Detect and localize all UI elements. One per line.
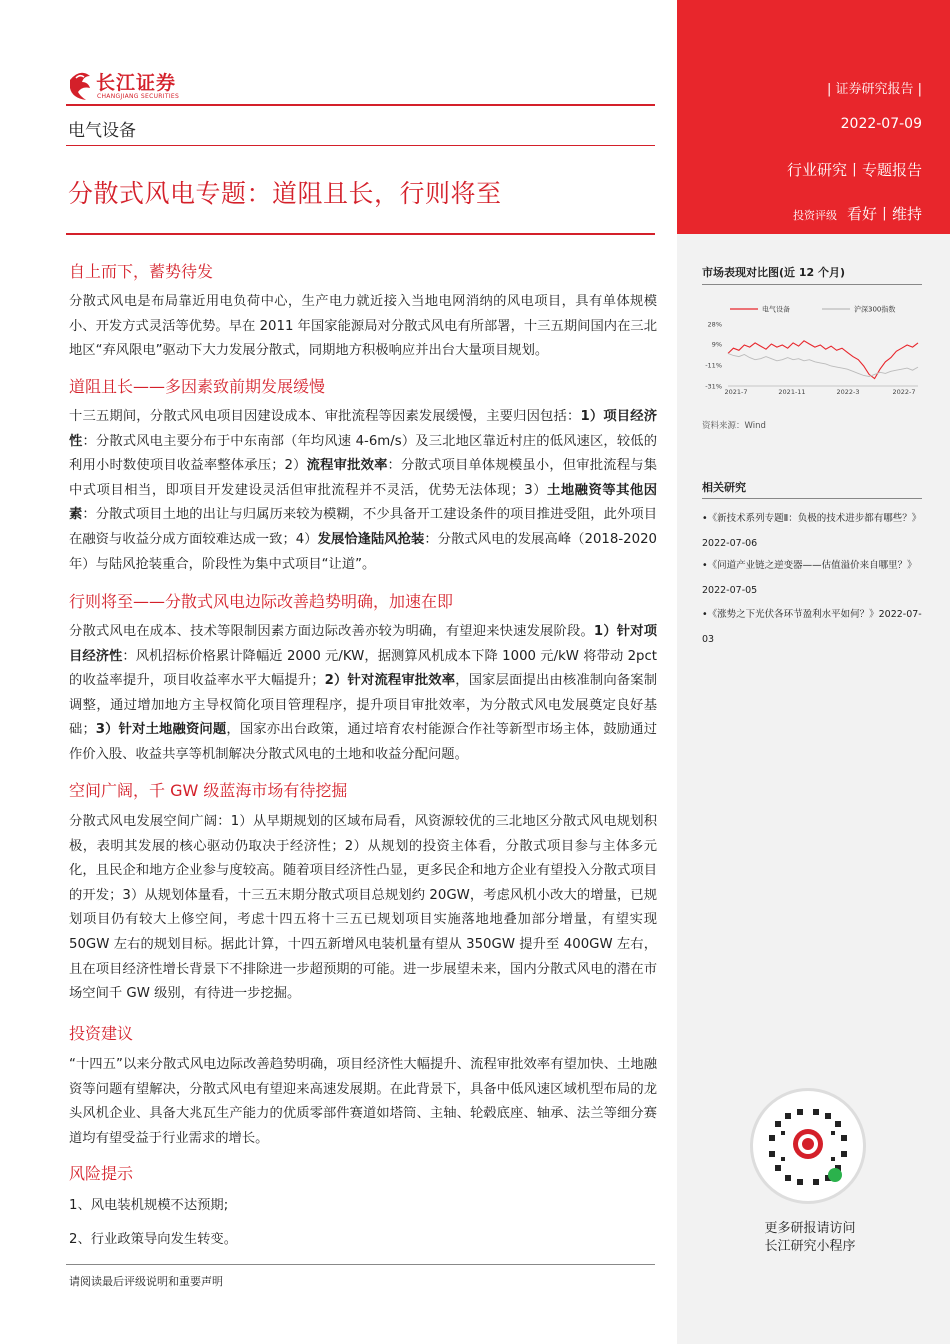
divider xyxy=(702,284,922,285)
related-link[interactable]: •《新技术系列专题Ⅱ：负极的技术进步都有哪些？》2022-07-06 xyxy=(702,513,922,549)
section-heading: 自上而下，蓄势待发 xyxy=(69,262,214,281)
report-type: | 证券研究报告 | xyxy=(826,82,922,97)
logo xyxy=(66,66,206,106)
logo-icon xyxy=(66,66,94,102)
logo-subtext: CHANGJIANG SECURITIES xyxy=(97,93,180,100)
legend-label: 沪深300指数 xyxy=(854,305,896,314)
paragraph: 分散式风电发展空间广阔：1）从早期规划的区域布局看，风资源较优的三北地区分散式风电规划积极，表明其发展的核心驱动仍取决于经济性；2）从规划的投资主体看，分散式项目参与主体多元化，且民企和地方企业参与度较高。随着项目经济性凸显，更多民企和地方企业有望投入分散式项目的开发；3）从规划体量看，十三五末期分散式项目总规划约 20GW，考虑风机小改大的增量，已规划项目仍有较大上修空间，考虑十四五将十三五已规划项目实施落地地叠加部分增量，有望实现 50GW 左右的规划目标。据此计算，十四五新增风电装机量有望从 350GW 提升至 400GW 左右，且在项目经济性增长背景下不排除进一步超预期的可能。进一步展望未来，国内分散式风电的潜在市场空间千 GW 级别，有待进一步挖掘。 xyxy=(69,814,657,1002)
paragraph: “十四五”以来分散式风电边际改善趋势明确，项目经济性大幅提升、流程审批效率有望加快、土地融资等问题有望解决，分散式风电有望迎来高速发展期。在此背景下，具备中低风速区域机型布局的龙头风机企业、具备大兆瓦生产能力的优质零部件赛道如塔筒、主轴、轮毂底座、轴承、法兰等细分赛道均有望受益于行业需求的增长。 xyxy=(69,1057,657,1146)
chart-heading: 市场表现对比图(近 12 个月) xyxy=(702,266,846,279)
legend-label: 电气设备 xyxy=(762,305,790,314)
footer-note: 请阅读最后评级说明和重要声明 xyxy=(69,1275,223,1288)
related-link[interactable]: •《问道产业链之逆变器——估值溢价来自哪里？》2022-07-05 xyxy=(702,560,917,596)
rating-label: 投资评级 xyxy=(792,209,837,222)
report-date: 2022-07-09 xyxy=(840,116,922,132)
logo-text: 长江证券 xyxy=(96,72,177,94)
investment-rating xyxy=(793,203,922,224)
paragraph: 分散式风电是布局靠近用电负荷中心，生产电力就近接入当地电网消纳的风电项目，具有单体规模小、开发方式灵活等优势。早在 2011 年国家能源局对分散式风电有所部署，十三五期间国内在三北地区“弃风限电”驱动下大力发展分散式，同期地方积极响应并出台大量项目规划。 xyxy=(69,294,657,359)
y-tick-label: -31% xyxy=(705,382,722,391)
divider xyxy=(702,498,922,499)
risk-item: 2、行业政策导向发生转变。 xyxy=(69,1232,238,1247)
section-heading: 行则将至——分散式风电边际改善趋势明确，加速在即 xyxy=(69,592,454,611)
rating-value: 看好丨维持 xyxy=(846,205,922,223)
qr-caption-line: 长江研究小程序 xyxy=(764,1239,856,1254)
section-heading: 投资建议 xyxy=(69,1024,134,1043)
paragraph: 十三五期间，分散式风电项目因建设成本、审批流程等因素发展缓慢，主要归因包括：1）项目经济性：分散式风电主要分布于中东南部（年均风速 4-6m/s）及三北地区靠近村庄的低风速区，较低的利用小时数使项目收益率整体承压；2）流程审批效率：分散式项目单体规模虽小，但审批流程与集中式项目相当，即项目开发建设灵活但审批流程并不灵活，优势无法体现；3）土地融资等其他因素：分散式项目土地的出让与归属历来较为模糊，不少具备开工建设条件的项目推进受阻，此外项目在融资与收益分成方面较难达成一致；4）发展恰逢陆风抢装：分散式风电的发展高峰（2018-2020 年）与陆风抢装重合，阶段性为集中式项目“让道”。 xyxy=(69,409,658,572)
paragraph: 分散式风电在成本、技术等限制因素方面边际改善亦较为明确，有望迎来快速发展阶段。1）针对项目经济性：风机招标价格累计降幅近 2000 元/KW，据测算风机成本下降 1000 元/kW 将带动 2pct 的收益率提升，项目收益率水平大幅提升；2）针对流程审批效率，国家层面提出由核准制向备案制调整，通过增加地方主导权简化项目管理程序，提升项目审批效率，为分散式风电发展奠定良好基础；3）针对土地融资问题，国家亦出台政策，通过培育农村能源合作社等新型市场主体，鼓励通过作价入股、收益共享等机制解决分散式风电的土地和收益分配问题。 xyxy=(69,624,658,762)
risk-item: 1、风电装机规模不达预期; xyxy=(69,1198,229,1213)
x-tick-label: 2022-3 xyxy=(836,388,860,396)
section-heading: 道阻且长——多因素致前期发展缓慢 xyxy=(69,377,326,396)
y-tick-label: 28% xyxy=(707,320,722,329)
section-heading: 空间广阔，千 GW 级蓝海市场有待挖掘 xyxy=(69,781,348,800)
sidebar-header xyxy=(677,0,950,234)
report-category: 行业研究丨专题报告 xyxy=(786,161,922,179)
x-tick-label: 2022-7 xyxy=(892,388,916,396)
qr-caption-line: 更多研报请访问 xyxy=(764,1221,856,1236)
section-heading: 风险提示 xyxy=(69,1164,134,1183)
report-title: 分散式风电专题：道阻且长，行则将至 xyxy=(68,179,502,208)
x-tick-label: 2021-7 xyxy=(724,388,748,396)
chart-source: 资料来源：Wind xyxy=(702,421,766,431)
qr-code-icon xyxy=(753,1091,863,1201)
header-rule xyxy=(66,104,655,106)
y-tick-label: 9% xyxy=(711,340,722,349)
market-performance-chart xyxy=(700,290,922,402)
header-rule xyxy=(66,145,655,146)
industry-label: 电气设备 xyxy=(68,121,136,141)
qr-caption xyxy=(720,1220,900,1256)
qr-code[interactable] xyxy=(750,1088,866,1204)
title-rule xyxy=(66,233,655,235)
footer-rule xyxy=(66,1264,655,1265)
related-link[interactable]: •《涨势之下光伏各环节盈利水平如何？》2022-07-03 xyxy=(702,609,922,645)
series-line xyxy=(728,353,918,376)
x-tick-label: 2021-11 xyxy=(778,388,806,396)
y-tick-label: -11% xyxy=(705,361,722,370)
related-heading: 相关研究 xyxy=(702,481,746,494)
